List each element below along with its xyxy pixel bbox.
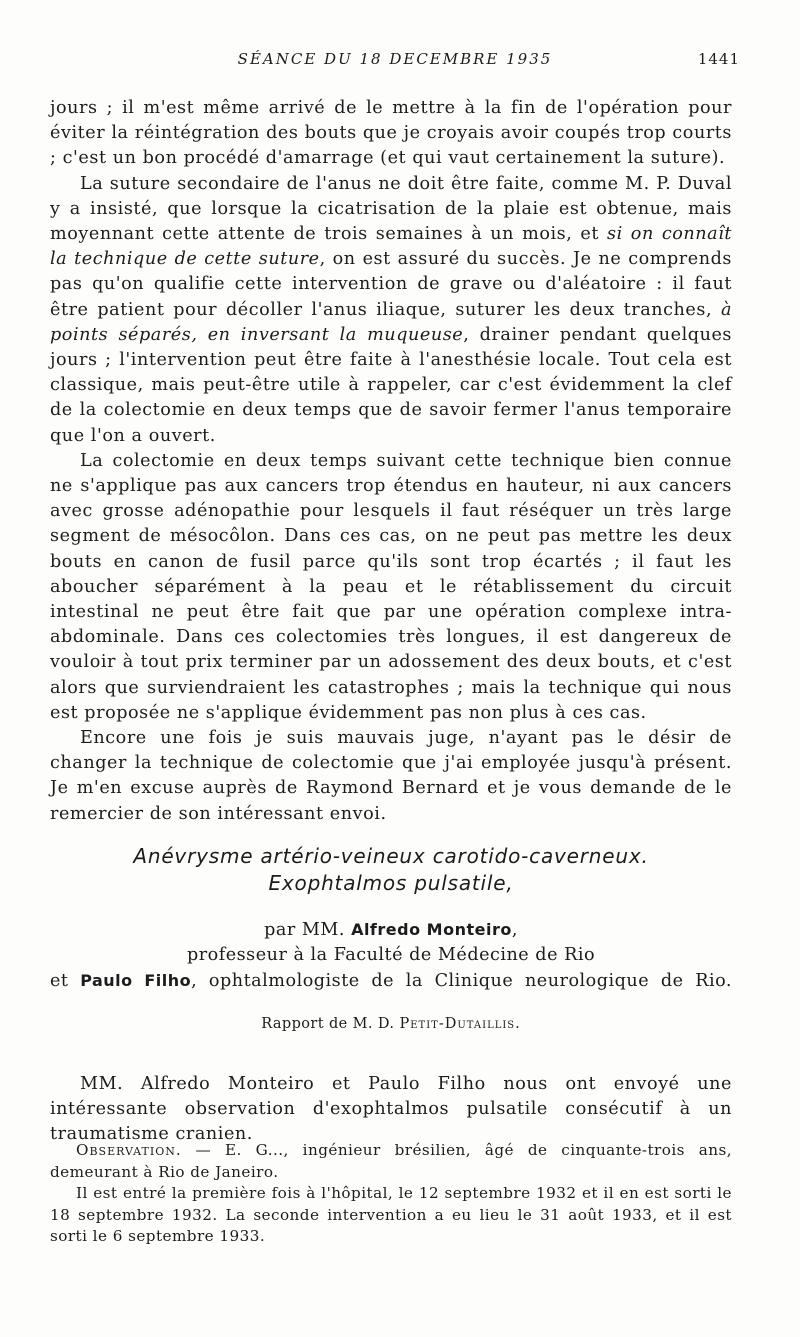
article-title	[50, 843, 732, 897]
text-run: , drainer pendant quelques jours ; l'intervention peut être faite à l'anesthésie locale. Tout cela est classique, mais peut-être utile à rappeler, car c'est évidemment la clef de la colectomie en deux temps que de savoir fermer l'anus temporaire que l'on a ouvert.	[50, 324, 732, 446]
byline-punct: ,	[511, 920, 518, 940]
report-prefix: Rapport de M. D.	[261, 1016, 400, 1032]
byline-affiliation-2: , ophtalmologiste de la Clinique neurologique de Rio.	[191, 971, 733, 992]
emphasis: à points séparés, en inversant la muqueuse	[50, 299, 732, 345]
byline-affiliation: professeur à la Faculté de Médecine de Rio	[186, 945, 596, 966]
byline	[50, 917, 732, 995]
paragraph: La colectomie en deux temps suivant cette technique bien connue ne s'applique pas aux cancers trop étendus en hauteur, ni aux cancers avec grosse adénopathie pour lesquels il faut réséquer un très large segment de mésocôlon. Dans ces cas, on ne peut pas mettre les deux bouts en canon de fusil parce qu'ils sont trop écartés ; il faut les aboucher séparément à la peau et le rétablissement du circuit intestinal ne peut être fait que par une opération complexe intra-abdominale. Dans ces colectomies très longues, il est dangereux de vouloir à tout prix terminer par un adossement des deux bouts, et c'est alors que surviendraient les catastrophes ; mais la technique qui nous est proposée ne s'applique évidemment pas non plus à ces cas.	[50, 450, 732, 723]
observation-paragraph	[50, 1140, 732, 1183]
article-intro	[50, 1072, 732, 1148]
paragraph: jours ; il m'est même arrivé de le mettre à la fin de l'opération pour éviter la réintégration des bouts que je croyais avoir coupés trop courts ; c'est un bon procédé d'amarrage (et qui vaut certainement la suture).	[50, 98, 732, 169]
reporter-name: Petit-Dutaillis.	[399, 1016, 521, 1032]
running-head-title: SÉANCE DU 18 DECEMBRE 1935	[237, 50, 553, 68]
paragraph: MM. Alfredo Monteiro et Paulo Filho nous ont envoyé une intéressante observation d'exophtalmos pulsatile consécutif à un traumatisme cranien.	[50, 1074, 732, 1145]
observation-block	[50, 1140, 732, 1248]
observation-label: Observation.	[76, 1141, 182, 1159]
text-run: — E. G..., ingénieur brésilien, âgé de cinquante-trois ans, demeurant à Rio de Janeiro.	[50, 1141, 732, 1181]
observation-paragraph: Il est entré la première fois à l'hôpital, le 12 septembre 1932 et il en est sorti le 18 septembre 1932. La seconde intervention a eu lieu le 31 août 1933, et il est sorti le 6 septembre 1933.	[50, 1184, 732, 1245]
paragraph: Encore une fois je suis mauvais juge, n'ayant pas le désir de changer la technique de colectomie que j'ai employée jusqu'à présent. Je m'en excuse auprès de Raymond Bernard et je vous demande de le remercier de son intéressant envoi.	[50, 728, 732, 824]
paragraph	[50, 172, 732, 449]
page-number: 1441	[697, 50, 740, 68]
running-head	[50, 50, 740, 74]
emphasis: si on connaît la technique de cette suture	[50, 224, 732, 270]
report-line	[50, 1016, 732, 1032]
author-name: Paulo Filho	[80, 971, 192, 991]
article-subtitle-line: Exophtalmos pulsatile,	[268, 871, 514, 895]
article-title-line: Anévrysme artério-veineux carotido-caverneux.	[133, 844, 649, 868]
byline-authors	[50, 917, 732, 943]
text-run: La suture secondaire de l'anus ne doit être faite, comme M. P. Duval y a insisté, que lorsque la cicatrisation de la plaie est obtenue, mais moyennant cette attente de trois semaines à un mois, et	[50, 173, 732, 245]
author-name: Alfredo Monteiro	[351, 920, 512, 939]
byline-par: par MM.	[264, 920, 352, 940]
byline-second-author	[50, 968, 732, 994]
text-run: , on est assuré du succès. Je ne comprends pas qu'on qualifie cette intervention de grave ou d'aléatoire : il faut être patient pour décoller l'anus iliaque, suturer les deux tranches,	[50, 249, 732, 320]
article-body	[50, 96, 732, 827]
byline-et: et	[50, 971, 81, 992]
